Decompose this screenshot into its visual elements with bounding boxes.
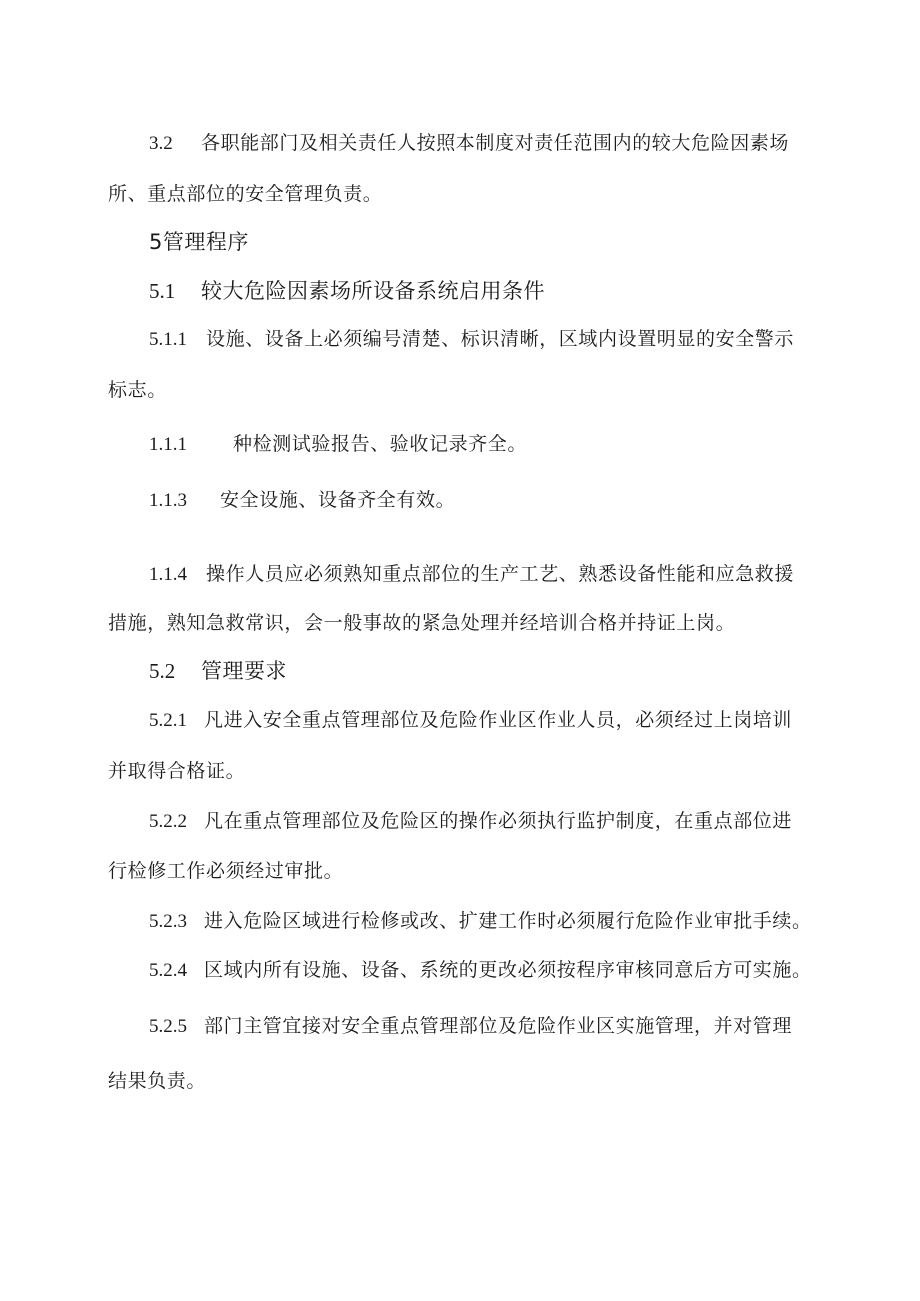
clause-number: 1.1.4 xyxy=(149,564,187,585)
clause-5-2-1 xyxy=(149,708,792,733)
clause-text: 安全设施、设备齐全有效。 xyxy=(220,489,456,511)
clause-5-2-4 xyxy=(149,958,812,983)
clause-number: 5.2.3 xyxy=(149,911,187,932)
clause-5-2-2-continuation xyxy=(108,859,343,883)
clause-text: 进入危险区域进行检修或改、扩建工作时必须履行危险作业审批手续。 xyxy=(204,910,812,932)
subsection-title: 管理要求 xyxy=(201,659,287,683)
clause-1-1-4 xyxy=(149,562,794,587)
clause-text: 设施、设备上必须编号清楚、标识清晰，区域内设置明显的安全警示 xyxy=(206,328,795,350)
clause-number: 3.2 xyxy=(149,133,173,154)
clause-text: 种检测试验报告、验收记录齐全。 xyxy=(233,433,528,455)
clause-text: 部门主管宜接对安全重点管理部位及危险作业区实施管理，并对管理 xyxy=(204,1015,793,1037)
subsection-heading-5-1 xyxy=(149,279,545,303)
clause-text: 操作人员应必须熟知重点部位的生产工艺、熟悉设备性能和应急救援 xyxy=(206,563,795,585)
clause-text-continued: 行检修工作必须经过审批。 xyxy=(108,860,344,882)
clause-number: 5.1 xyxy=(149,279,176,303)
clause-1-1-1 xyxy=(149,432,527,457)
clause-number: 5.2 xyxy=(149,659,176,683)
clause-number: 5.2.1 xyxy=(149,710,187,731)
subsection-heading-5-2 xyxy=(149,659,287,683)
clause-text-continued: 标志。 xyxy=(108,379,167,401)
clause-text: 区域内所有设施、设备、系统的更改必须按程序审核同意后方可实施。 xyxy=(204,959,812,981)
clause-3-2 xyxy=(149,131,789,156)
clause-text: 各职能部门及相关责任人按照本制度对责任范围内的较大危险因素场 xyxy=(201,132,790,154)
clause-5-2-5 xyxy=(149,1014,792,1039)
clause-number: 5.2.4 xyxy=(149,960,187,981)
clause-text-continued: 措施，熟知急救常识，会一般事故的紧急处理并经培训合格并持证上岗。 xyxy=(108,612,736,634)
clause-1-1-4-continuation xyxy=(108,611,735,635)
clause-text: 凡进入安全重点管理部位及危险作业区作业人员，必须经过上岗培训 xyxy=(204,709,793,731)
clause-5-2-3 xyxy=(149,909,812,934)
clause-5-1-1-continuation xyxy=(108,378,167,402)
clause-text: 凡在重点管理部位及危险区的操作必须执行监护制度，在重点部位进 xyxy=(204,810,793,832)
clause-number: 5.1.1 xyxy=(149,329,187,350)
subsection-title: 较大危险因素场所设备系统启用条件 xyxy=(201,279,545,303)
clause-1-1-3 xyxy=(149,488,455,513)
clause-5-2-5-continuation xyxy=(108,1069,206,1093)
clause-number: 1.1.1 xyxy=(149,434,187,455)
clause-text-continued: 并取得合格证。 xyxy=(108,760,246,782)
clause-3-2-continuation xyxy=(108,182,382,206)
clause-number: 5.2.2 xyxy=(149,811,187,832)
section-heading-5 xyxy=(149,230,249,254)
clause-number: 1.1.3 xyxy=(149,490,187,511)
clause-text-continued: 结果负责。 xyxy=(108,1070,207,1092)
clause-5-1-1 xyxy=(149,327,794,352)
clause-text-continued: 所、重点部位的安全管理负责。 xyxy=(108,183,383,205)
section-title: 5管理程序 xyxy=(149,230,249,254)
clause-5-2-1-continuation xyxy=(108,759,245,783)
clause-number: 5.2.5 xyxy=(149,1016,187,1037)
clause-5-2-2 xyxy=(149,809,792,834)
